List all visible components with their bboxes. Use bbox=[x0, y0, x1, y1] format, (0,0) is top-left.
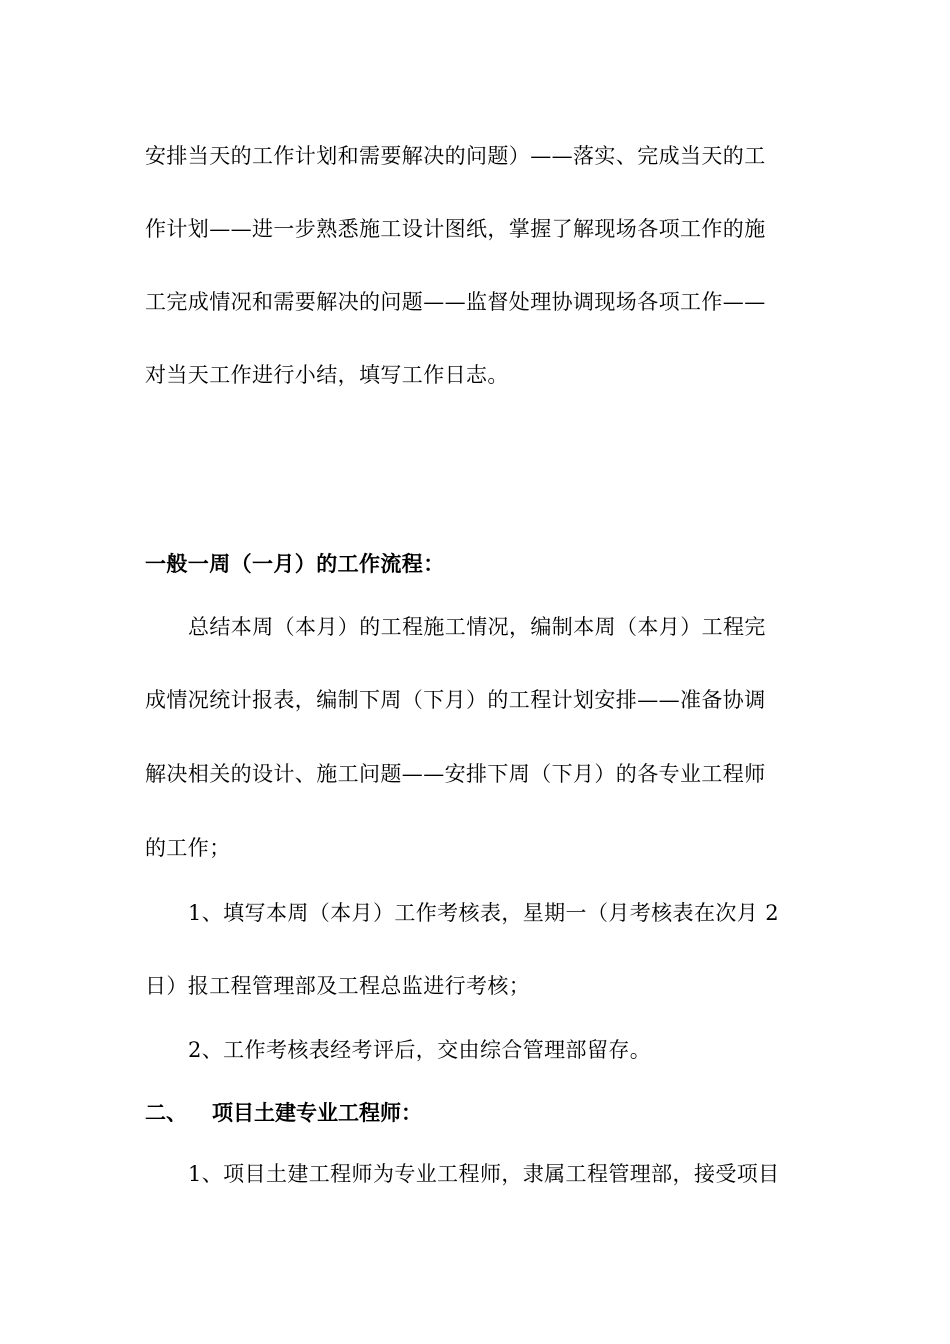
paragraph-line: 的工作； bbox=[145, 836, 231, 860]
paragraph-line: 作计划——进一步熟悉施工设计图纸，掌握了解现场各项工作的施 bbox=[145, 217, 766, 241]
list-item: 2、工作考核表经考评后，交由综合管理部留存。 bbox=[188, 1038, 652, 1062]
section-number: 二、 bbox=[145, 1100, 187, 1125]
list-item: 1、项目土建工程师为专业工程师，隶属工程管理部，接受项目 bbox=[188, 1162, 780, 1186]
paragraph-line: 解决相关的设计、施工问题——安排下周（下月）的各专业工程师 bbox=[145, 762, 766, 786]
paragraph-line: 对当天工作进行小结，填写工作日志。 bbox=[145, 363, 509, 387]
paragraph-line: 工完成情况和需要解决的问题——监督处理协调现场各项工作—— bbox=[145, 290, 766, 314]
section-title: 项目土建专业工程师： bbox=[212, 1100, 422, 1125]
paragraph-line: 安排当天的工作计划和需要解决的问题）——落实、完成当天的工 bbox=[145, 144, 766, 168]
section-heading: 一般一周（一月）的工作流程： bbox=[145, 551, 445, 576]
paragraph-line: 总结本周（本月）的工程施工情况，编制本周（本月）工程完 bbox=[188, 615, 766, 639]
list-item-continuation: 日）报工程管理部及工程总监进行考核； bbox=[145, 974, 531, 998]
paragraph-line: 成情况统计报表，编制下周（下月）的工程计划安排——准备协调 bbox=[145, 688, 766, 712]
list-item: 1、填写本周（本月）工作考核表，星期一（月考核表在次月 2 bbox=[188, 901, 779, 925]
